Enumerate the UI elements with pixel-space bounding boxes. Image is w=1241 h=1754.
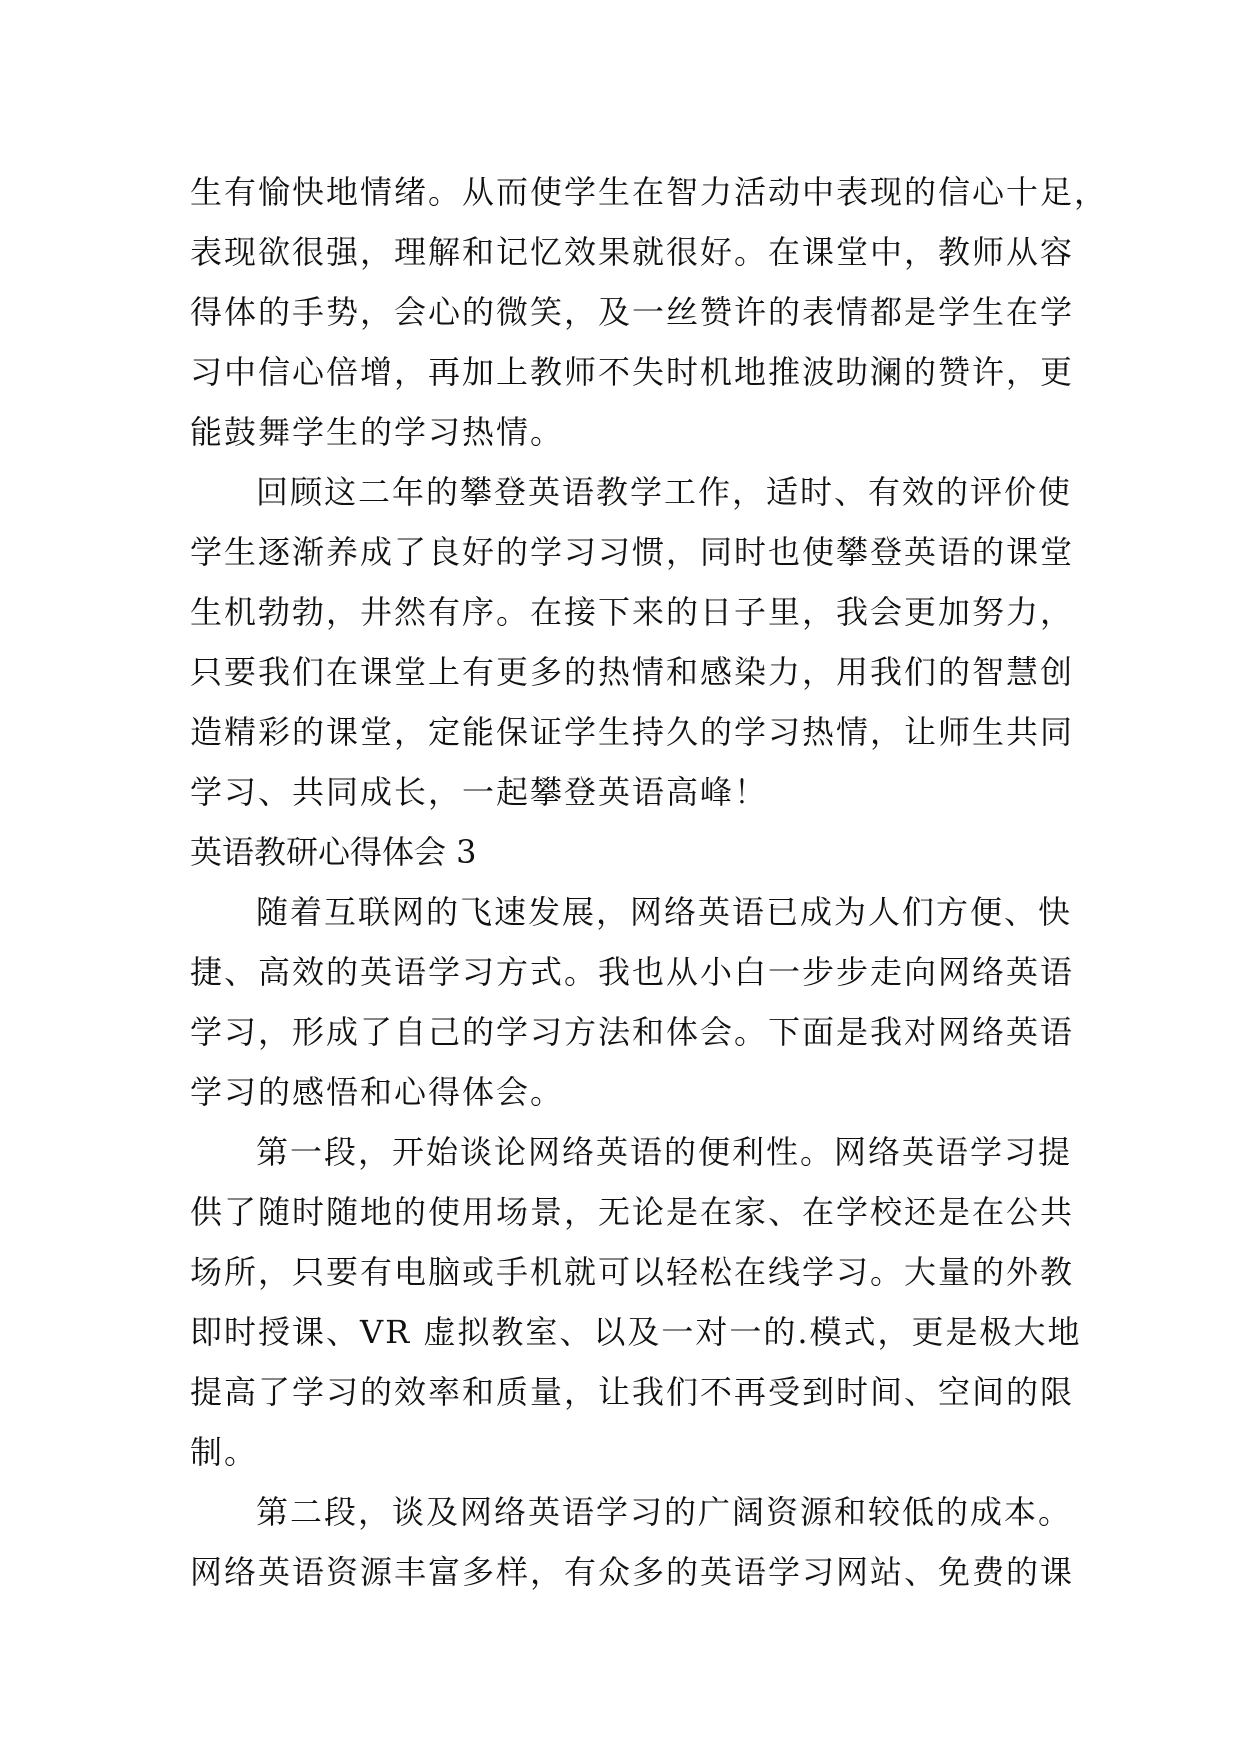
text-line: 即时授课、VR 虚拟教室、以及一对一的.模式，更是极大地 [190, 1313, 1082, 1351]
text-line: 场所，只要有电脑或手机就可以轻松在线学习。大量的外教 [190, 1253, 1075, 1291]
text-line: 造精彩的课堂，定能保证学生持久的学习热情，让师生共同 [190, 713, 1075, 751]
text-line: 学习、共同成长，一起攀登英语高峰！ [190, 773, 769, 811]
paragraph-first-line: 第一段，开始谈论网络英语的便利性。网络英语学习提 [256, 1133, 1073, 1171]
text-line: 供了随时随地的使用场景，无论是在家、在学校还是在公共 [190, 1193, 1075, 1231]
paragraph-first-line: 第二段，谈及网络英语学习的广阔资源和较低的成本。 [256, 1493, 1073, 1531]
text-line: 能鼓舞学生的学习热情。 [190, 413, 565, 451]
document-body [190, 162, 1109, 1602]
paragraph-first-line: 回顾这二年的攀登英语教学工作，适时、有效的评价使 [256, 473, 1073, 511]
paragraph-first-line: 随着互联网的飞速发展，网络英语已成为人们方便、快 [256, 893, 1073, 931]
text-line: 学习，形成了自己的学习方法和体会。下面是我对网络英语 [190, 1013, 1075, 1051]
text-line: 得体的手势，会心的微笑，及一丝赞许的表情都是学生在学 [190, 293, 1075, 331]
text-line: 提高了学习的效率和质量，让我们不再受到时间、空间的限 [190, 1373, 1075, 1411]
text-line: 学习的感悟和心得体会。 [190, 1073, 565, 1111]
text-line: 只要我们在课堂上有更多的热情和感染力，用我们的智慧创 [190, 653, 1075, 691]
text-line: 学生逐渐养成了良好的学习习惯，同时也使攀登英语的课堂 [190, 533, 1075, 571]
text-line: 生机勃勃，井然有序。在接下来的日子里，我会更加努力， [190, 593, 1075, 631]
section-heading: 英语教研心得体会 3 [190, 833, 477, 871]
text-line: 表现欲很强，理解和记忆效果就很好。在课堂中，教师从容 [190, 233, 1075, 271]
text-line: 习中信心倍增，再加上教师不失时机地推波助澜的赞许，更 [190, 353, 1075, 391]
text-line: 生有愉快地情绪。从而使学生在智力活动中表现的信心十足， [190, 173, 1109, 211]
text-line: 网络英语资源丰富多样，有众多的英语学习网站、免费的课 [190, 1553, 1075, 1591]
text-line: 制。 [190, 1433, 259, 1471]
text-line: 捷、高效的英语学习方式。我也从小白一步步走向网络英语 [190, 953, 1075, 991]
